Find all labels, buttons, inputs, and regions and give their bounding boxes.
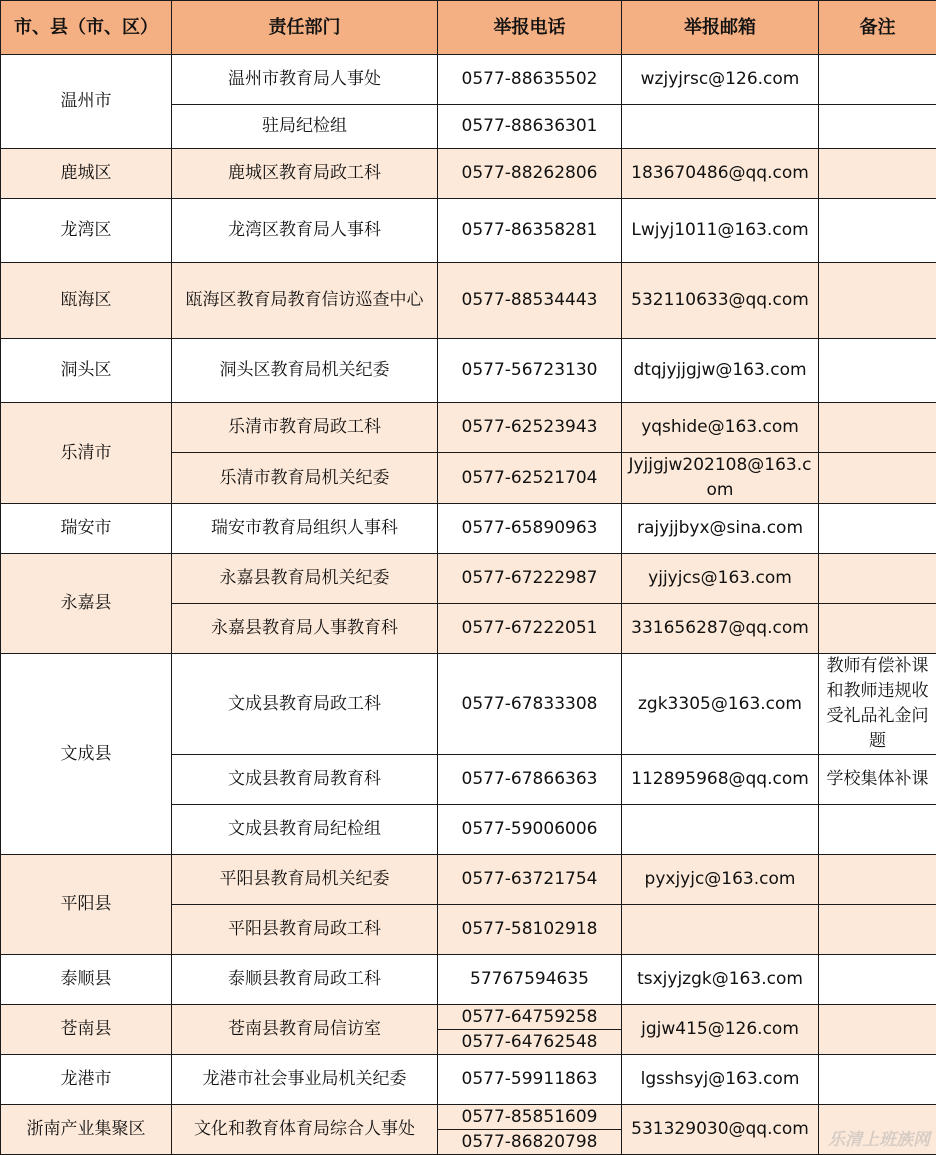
- note-cell: [819, 263, 936, 339]
- note-cell: [819, 1105, 936, 1155]
- phone-line: 0577-86820798: [438, 1130, 621, 1154]
- note-cell: [819, 149, 936, 199]
- email-cell: [622, 905, 819, 955]
- note-cell: [819, 105, 936, 149]
- email-cell: yqshide@163.com: [622, 403, 819, 453]
- table-row: [1, 654, 936, 755]
- region-cell: 鹿城区: [1, 149, 172, 199]
- table-row: [1, 403, 936, 453]
- phone-cell: 0577-59911863: [438, 1055, 622, 1105]
- phone-cell: 0577-63721754: [438, 855, 622, 905]
- note-cell: [819, 1005, 936, 1055]
- email-cell: wzjyjrsc@126.com: [622, 55, 819, 105]
- phone-cell: 0577-67222051: [438, 604, 622, 654]
- table-row: [1, 855, 936, 905]
- note-cell: [819, 403, 936, 453]
- dept-cell: 瓯海区教育局教育信访巡查中心: [172, 263, 438, 339]
- dept-cell: 文成县教育局纪检组: [172, 805, 438, 855]
- dept-cell: 泰顺县教育局政工科: [172, 955, 438, 1005]
- dept-cell: 文化和教育体育局综合人事处: [172, 1105, 438, 1155]
- region-cell: 浙南产业集聚区: [1, 1105, 172, 1155]
- note-cell: [819, 604, 936, 654]
- phone-cell: 0577-62521704: [438, 453, 622, 504]
- phone-cell: 0577-88534443: [438, 263, 622, 339]
- email-cell: 532110633@qq.com: [622, 263, 819, 339]
- note-cell: [819, 453, 936, 504]
- note-cell: [819, 855, 936, 905]
- header-phone: 举报电话: [438, 1, 622, 55]
- dept-cell: 永嘉县教育局机关纪委: [172, 554, 438, 604]
- phone-cell: 57767594635: [438, 955, 622, 1005]
- email-cell: [622, 105, 819, 149]
- note-cell: [819, 554, 936, 604]
- table-row: [1, 1055, 936, 1105]
- note-cell: [819, 905, 936, 955]
- dept-cell: 乐清市教育局政工科: [172, 403, 438, 453]
- header-region: 市、县（市、区）: [1, 1, 172, 55]
- header-dept: 责任部门: [172, 1, 438, 55]
- region-cell: 龙湾区: [1, 199, 172, 263]
- region-cell: 泰顺县: [1, 955, 172, 1005]
- region-cell: 龙港市: [1, 1055, 172, 1105]
- note-cell: 教师有偿补课和教师违规收受礼品礼金问题: [819, 654, 936, 755]
- table-row: [1, 1005, 936, 1055]
- phone-cell: 0577-86358281: [438, 199, 622, 263]
- phone-cell: 0577-62523943: [438, 403, 622, 453]
- region-cell: 洞头区: [1, 339, 172, 403]
- table-row: [1, 263, 936, 339]
- email-cell: [622, 805, 819, 855]
- note-cell: [819, 805, 936, 855]
- table-row: [1, 1105, 936, 1155]
- note-cell: [819, 199, 936, 263]
- phone-line: 0577-85851609: [438, 1105, 621, 1130]
- email-cell: 331656287@qq.com: [622, 604, 819, 654]
- email-cell: zgk3305@163.com: [622, 654, 819, 755]
- dept-cell: 文成县教育局教育科: [172, 755, 438, 805]
- table-row: [1, 199, 936, 263]
- note-cell: [819, 504, 936, 554]
- email-cell: tsxjyjzgk@163.com: [622, 955, 819, 1005]
- note-cell: 学校集体补课: [819, 755, 936, 805]
- email-cell: Lwjyj1011@163.com: [622, 199, 819, 263]
- email-cell: jgjw415@126.com: [622, 1005, 819, 1055]
- email-cell: rajyjjbyx@sina.com: [622, 504, 819, 554]
- phone-cell: [438, 1005, 622, 1055]
- watermark: 乐清上班族网: [828, 1125, 930, 1150]
- phone-cell: 0577-65890963: [438, 504, 622, 554]
- header-row: [1, 1, 936, 55]
- email-cell: 112895968@qq.com: [622, 755, 819, 805]
- dept-cell: 平阳县教育局机关纪委: [172, 855, 438, 905]
- phone-cell: 0577-59006006: [438, 805, 622, 855]
- table-row: [1, 55, 936, 105]
- phone-line: 0577-64762548: [438, 1030, 621, 1054]
- dept-cell: 温州市教育局人事处: [172, 55, 438, 105]
- dept-cell: 乐清市教育局机关纪委: [172, 453, 438, 504]
- phone-cell: 0577-67222987: [438, 554, 622, 604]
- dept-cell: 龙港市社会事业局机关纪委: [172, 1055, 438, 1105]
- region-cell: 永嘉县: [1, 554, 172, 654]
- region-cell: 文成县: [1, 654, 172, 855]
- note-cell: [819, 955, 936, 1005]
- dept-cell: 瑞安市教育局组织人事科: [172, 504, 438, 554]
- phone-cell: 0577-88636301: [438, 105, 622, 149]
- dept-cell: 文成县教育局政工科: [172, 654, 438, 755]
- email-cell: Jyjjgjw202108@163.com: [622, 453, 819, 504]
- region-cell: 瑞安市: [1, 504, 172, 554]
- email-cell: dtqjyjjgjw@163.com: [622, 339, 819, 403]
- header-note: 备注: [819, 1, 936, 55]
- dept-cell: 洞头区教育局机关纪委: [172, 339, 438, 403]
- table-row: [1, 504, 936, 554]
- table-row: [1, 149, 936, 199]
- region-cell: 瓯海区: [1, 263, 172, 339]
- phone-cell: 0577-88262806: [438, 149, 622, 199]
- email-cell: lgsshsyj@163.com: [622, 1055, 819, 1105]
- email-cell: 531329030@qq.com: [622, 1105, 819, 1155]
- email-cell: 183670486@qq.com: [622, 149, 819, 199]
- note-cell: [819, 1055, 936, 1105]
- note-cell: [819, 339, 936, 403]
- dept-cell: 平阳县教育局政工科: [172, 905, 438, 955]
- phone-line: 0577-64759258: [438, 1005, 621, 1030]
- region-cell: 温州市: [1, 55, 172, 149]
- region-cell: 乐清市: [1, 403, 172, 504]
- table-row: [1, 554, 936, 604]
- dept-cell: 鹿城区教育局政工科: [172, 149, 438, 199]
- dept-cell: 驻局纪检组: [172, 105, 438, 149]
- phone-cell: [438, 1105, 622, 1155]
- phone-cell: 0577-88635502: [438, 55, 622, 105]
- phone-cell: 0577-58102918: [438, 905, 622, 955]
- email-cell: yjjyjcs@163.com: [622, 554, 819, 604]
- region-cell: 平阳县: [1, 855, 172, 955]
- phone-cell: 0577-67833308: [438, 654, 622, 755]
- region-cell: 苍南县: [1, 1005, 172, 1055]
- dept-cell: 苍南县教育局信访室: [172, 1005, 438, 1055]
- phone-cell: 0577-67866363: [438, 755, 622, 805]
- table-row: [1, 339, 936, 403]
- dept-cell: 永嘉县教育局人事教育科: [172, 604, 438, 654]
- table-row: [1, 955, 936, 1005]
- header-email: 举报邮箱: [622, 1, 819, 55]
- phone-cell: 0577-56723130: [438, 339, 622, 403]
- dept-cell: 龙湾区教育局人事科: [172, 199, 438, 263]
- email-cell: pyxjyjc@163.com: [622, 855, 819, 905]
- note-cell: [819, 55, 936, 105]
